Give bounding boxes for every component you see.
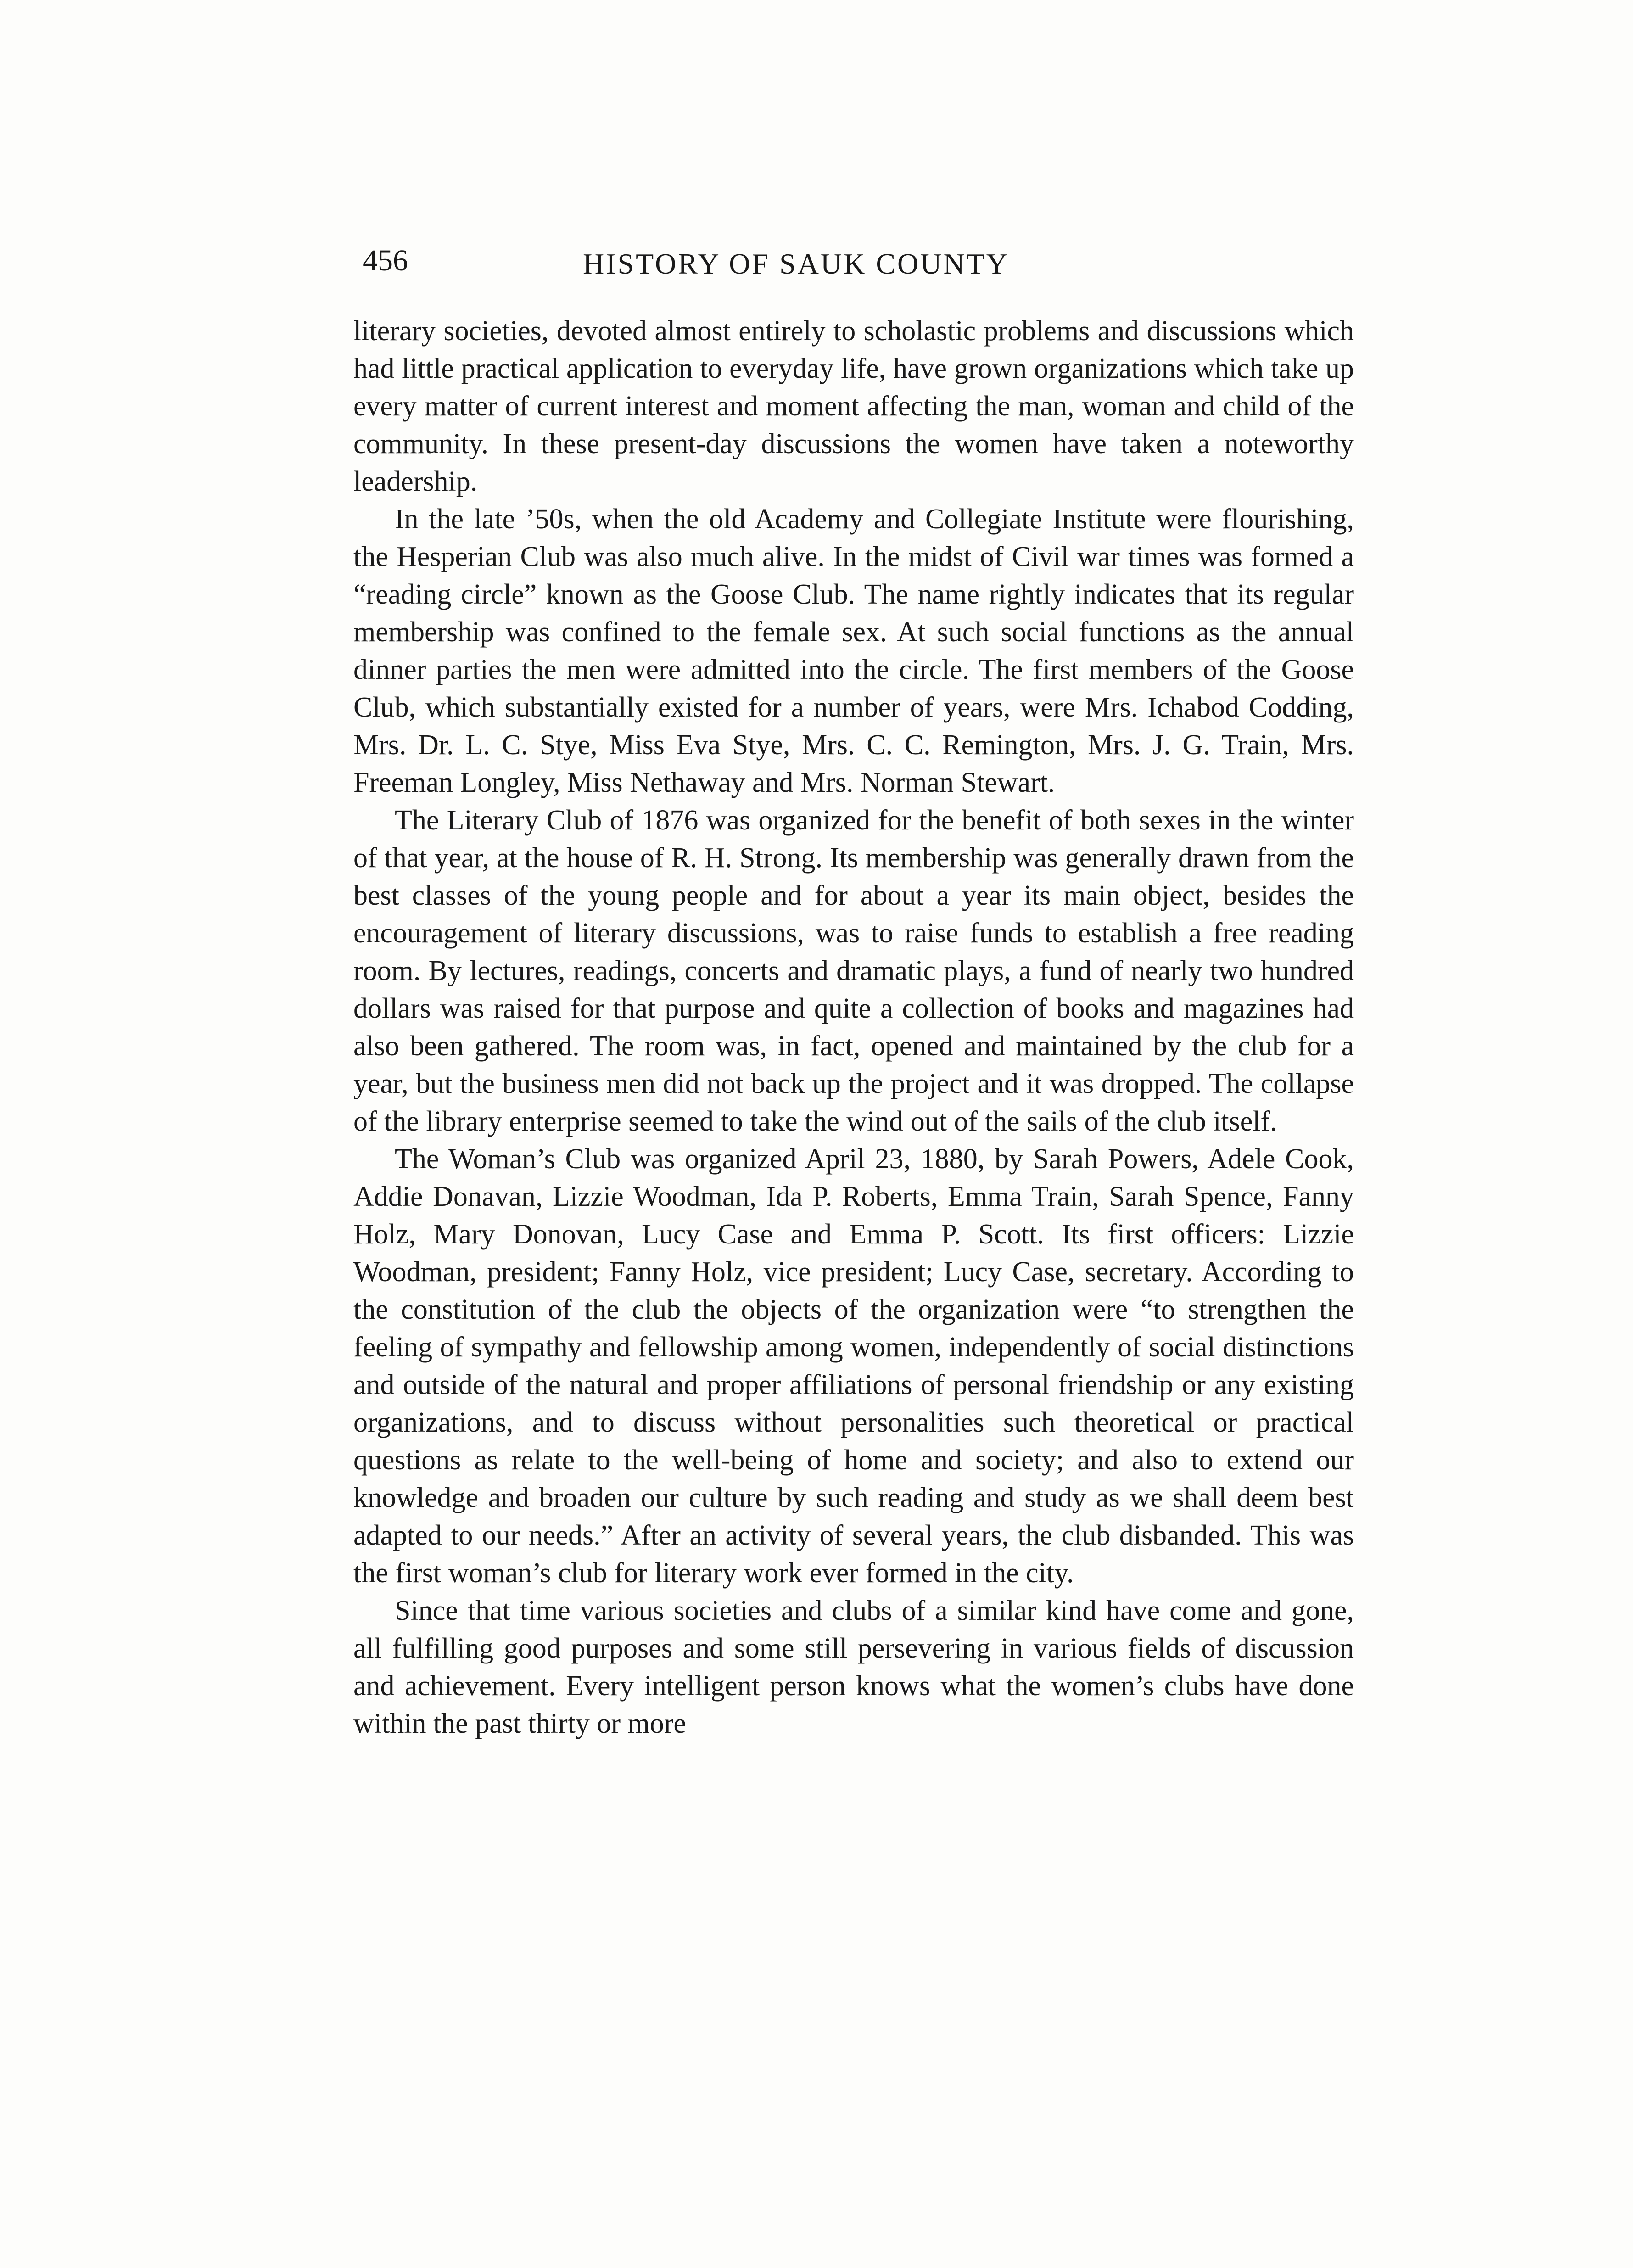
body-text bbox=[353, 312, 1354, 1742]
paragraph-goose-club: In the late ’50s, when the old Academy and Collegiate Institute were flourishing, the Hesperian Club was also much alive. In the midst of Civil war times was formed a “reading circle” known as the Goose Club. The name rightly indicates that its regular membership was confined to the female sex. At such social functions as the annual dinner parties the men were admitted into the circle. The first members of the Goose Club, which substantially existed for a number of years, were Mrs. Ichabod Codding, Mrs. Dr. L. C. Stye, Miss Eva Stye, Mrs. C. C. Remington, Mrs. J. G. Train, Mrs. Freeman Longley, Miss Nethaway and Mrs. Norman Stewart. bbox=[353, 504, 1354, 798]
paragraph-womans-club: The Woman’s Club was organized April 23, 1880, by Sarah Powers, Adele Cook, Addie Donavan, Lizzie Woodman, Ida P. Roberts, Emma Train, Sarah Spence, Fanny Holz, Mary Donovan, Lucy Case and Emma P. Scott. Its first officers: Lizzie Woodman, president; Fanny Holz, vice president; Lucy Case, secretary. According to the constitution of the club the objects of the organization were “to strengthen the feeling of sympathy and fellowship among women, independently of social distinctions and outside of the natural and proper affiliations of personal friendship or any existing organizations, and to discuss without personalities such theoretical or practical questions as relate to the well-being of home and society; and also to extend our knowledge and broaden our culture by such reading and study as we shall deem best adapted to our needs.” After an activity of several years, the club disbanded. This was the first woman’s club for literary work ever formed in the city. bbox=[353, 1143, 1354, 1589]
paragraph-since-that-time: Since that time various societies and clubs of a similar kind have come and gone, all fulfilling good purposes and some still persevering in various fields of discussion and achievement. Every intelligent person knows what the women’s clubs have done within the past thirty or more bbox=[353, 1595, 1354, 1739]
running-head: HISTORY OF SAUK COUNTY bbox=[583, 247, 1009, 280]
paragraph-continued: literary societies, devoted almost entirely to scholastic problems and discussions which had little practical application to everyday life, have grown organizations which take up every matter of current interest and moment affecting the man, woman and child of the community. In these present-day discussions the women have taken a noteworthy leadership. bbox=[353, 315, 1354, 497]
page-number: 456 bbox=[363, 244, 408, 277]
page-header bbox=[363, 243, 1391, 294]
paragraph-literary-club: The Literary Club of 1876 was organized for the benefit of both sexes in the winter of that year, at the house of R. H. Strong. Its membership was generally drawn from the best classes of the young people and for about a year its main object, besides the encouragement of literary discussions, was to raise funds to establish a free reading room. By lectures, readings, concerts and dramatic plays, a fund of nearly two hundred dollars was raised for that purpose and quite a collection of books and magazines had also been gathered. The room was, in fact, opened and maintained by the club for a year, but the business men did not back up the project and it was dropped. The collapse of the library enterprise seemed to take the wind out of the sails of the club itself. bbox=[353, 805, 1354, 1137]
